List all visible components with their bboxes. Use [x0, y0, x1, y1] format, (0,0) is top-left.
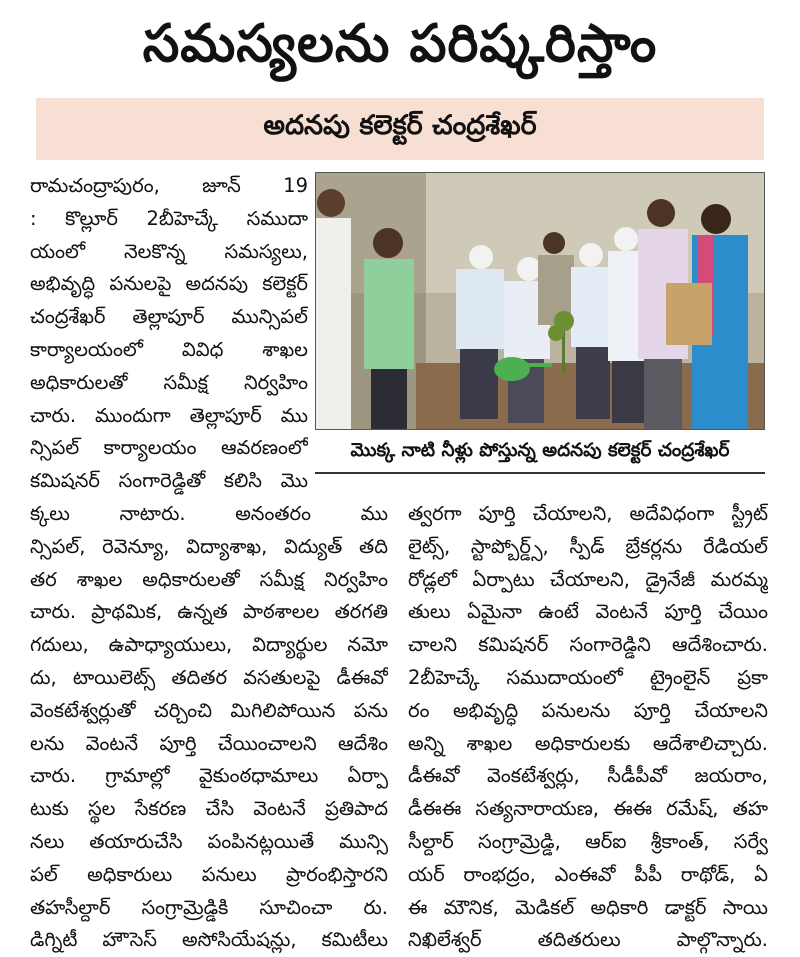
article-line: అన్ని శాఖల అధికారులకు ఆదేశాలిచ్చారు. [408, 731, 768, 755]
article-line: కమిషనర్ సంగారెడ్డితో కలిసి మొ [30, 469, 308, 493]
article-column-left-top [30, 170, 308, 498]
article-line: అభివృద్ధి పనులపై అదనపు కలెక్టర్ [30, 272, 308, 296]
article-line: న్సిపల్, రెవెన్యూ, విద్యాశాఖ, విద్యుత్ తది [30, 534, 388, 558]
article-line: రోడ్లలో ఏర్పాటు చేయాలని, డ్రైనేజీ మరమ్మ [408, 567, 768, 591]
article-paragraph [30, 498, 388, 957]
article-line: చంద్రశేఖర్ తెల్లాపూర్ మున్సిపల్ [30, 305, 308, 329]
article-line: దు, టాయిలెట్స్ తదితర వసతులపై డీఈవో [30, 665, 388, 689]
article-line: యంలో నెలకొన్న సమస్యలు, [30, 239, 308, 263]
article-line: డీఈవో వెంకటేశ్వర్లు, సీడీపీవో జయరాం, [408, 764, 768, 788]
article-line: అధికారులతో సమీక్ష నిర్వహిం [30, 370, 308, 394]
article-line: చాలని కమిషనర్ సంగారెడ్డిని ఆదేశించారు. [408, 633, 768, 657]
photo-caption: మొక్క నాటి నీళ్లు పోస్తున్న అదనపు కలెక్టర్ చంద్రశేఖర్ [315, 432, 765, 474]
article-line: చారు. ముందుగా తెల్లాపూర్ ము [30, 403, 308, 427]
person-figure-3 [456, 245, 504, 419]
article-line: వెంకటేశ్వర్లుతో చర్చించి మిగిలిపోయిన పను [30, 698, 388, 722]
article-line: 2బీహెచ్కే సముదాయంలో ట్రైంలైన్ ప్రకా [408, 665, 768, 689]
article-line: టుకు స్థల సేకరణ చేసి వెంటనే ప్రతిపాద [30, 797, 388, 821]
subheadline: అదనపు కలెక్టర్ చంద్రశేఖర్ [263, 110, 537, 141]
article-line: రామచంద్రాపురం, జూన్ 19 [30, 174, 308, 197]
article-line: డిగ్నిటీ హౌసెస్ అసోసియేషన్లు, కమిటీలు [30, 928, 388, 952]
article-line: చారు. ప్రాథమిక, ఉన్నత పాఠశాలల తరగతి [30, 600, 388, 624]
article-line: గదులు, ఉపాధ్యాయులు, విద్యార్థుల నమో [30, 633, 388, 657]
news-photo [315, 172, 765, 430]
article-line: చారు. గ్రామాల్లో వైకుంఠధామాలు ఏర్పా [30, 764, 388, 788]
article-line: క్కలు నాటారు. అనంతరం ము [30, 502, 388, 525]
article-paragraph [408, 498, 768, 957]
article-line: కార్యాలయంలో వివిధ శాఖల [30, 337, 308, 361]
article-line: తర శాఖల అధికారులతో సమీక్ష నిర్వహిం [30, 567, 388, 591]
article-line: నలు తయారుచేసి పంపినట్లయితే మున్సి [30, 829, 388, 853]
person-figure-1 [316, 189, 351, 429]
article-line: త్వరగా పూర్తి చేయాలని, అదేవిధంగా స్ట్రీట్ [408, 502, 768, 525]
article-line: తులు ఏమైనా ఉంటే వెంటనే పూర్తి చేయిం [408, 600, 768, 624]
article-line: సీల్దార్ సంగ్రామ్రెడ్డి, ఆర్ఐ శ్రీకాంత్, సర్వే [408, 829, 768, 853]
article-line: డీఈఈ సత్యనారాయణ, ఈఈ రమేష్, తహ [408, 797, 768, 821]
article-column-right [408, 498, 768, 957]
article-line: : కొల్లూర్ 2బీహెచ్కే సముదా [30, 206, 308, 230]
article-paragraph [30, 170, 308, 498]
subheadline-band [36, 98, 764, 160]
article-line: లను వెంటనే పూర్తి చేయించాలని ఆదేశిం [30, 731, 388, 755]
headline: సమస్యలను పరిష్కరిస్తాం [142, 14, 658, 74]
article-line: ఈ మౌనిక, మెడికల్ అధికారి డాక్టర్ సాయి [408, 895, 768, 919]
article-column-left [30, 498, 388, 957]
article-line: న్సిపల్ కార్యాలయం ఆవరణంలో [30, 436, 308, 460]
article-line: తహసీల్దార్ సంగ్రామ్రెడ్డికి సూచించా రు. [30, 895, 388, 919]
article-line: యర్ రాంభద్రం, ఎంఈవో పీపీ రాథోడ్, ఏ [408, 862, 768, 886]
article-line: రం అభివృద్ధి పనులను పూర్తి చేయాలని [408, 698, 768, 722]
article-line: లైట్స్, స్టాప్బోర్డ్స్, స్పీడ్ బ్రేకర్లను రేడియల్ [408, 534, 768, 558]
article-line: నిఖిలేశ్వర్ తదితరులు పాల్గొన్నారు. [408, 928, 768, 952]
article-line: పల్ అధికారులు పనులు ప్రారంభిస్తారని [30, 862, 388, 886]
photo-scene [316, 173, 764, 429]
